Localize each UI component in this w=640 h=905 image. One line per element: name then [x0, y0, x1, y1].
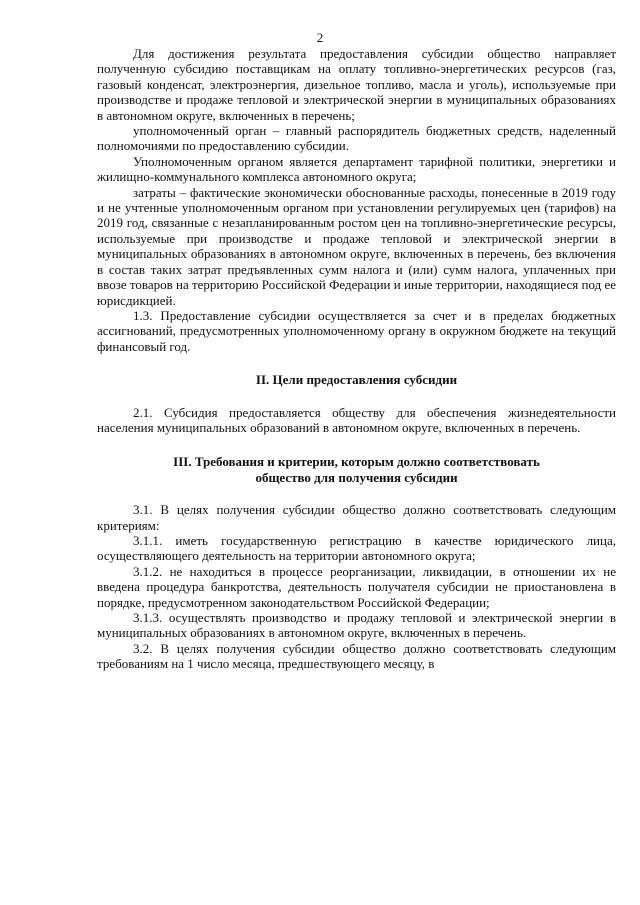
document-body — [97, 46, 616, 672]
paragraph-3-1-2: 3.1.2. не находиться в процессе реорганизации, ликвидации, в отношении их не введена процедура банкротства, деятельность получателя субсидии не приостановлена в порядке, предусмотренном законодательством Российской Федерации; — [97, 563, 616, 610]
section-3-heading — [97, 454, 616, 485]
paragraph-costs-definition: затраты – фактические экономически обоснованные расходы, понесенные в 2019 году и не учтенные уполномоченным органом при установлении регулируемых цен (тарифов) на 2019 год, связанные с незапланированным ростом цен на топливно-энергетические ресурсы, используемые при производстве и продаже тепловой и электрической энергии в муниципальных образованиях в автономном округе, включенных в перечень, без включения в состав таких затрат предъявленных сумм налога и (или) сумм налога, уплаченных при ввозе товаров на территорию Российской Федерации и иные территории, находящиеся под ее юрисдикцией. — [97, 184, 616, 308]
paragraph-3-2: 3.2. В целях получения субсидии общество должно соответствовать следующим требованиям на 1 число месяца, предшествующего месяцу, в — [97, 640, 616, 672]
paragraph-3-1-3: 3.1.3. осуществлять производство и продажу тепловой и электрической энергии в муниципальных образованиях в автономном округе, включенных в перечень. — [97, 610, 616, 641]
section-3-heading-line2: общество для получения субсидии — [255, 469, 458, 485]
paragraph-subsidy-result: Для достижения результата предоставления субсидии общество направляет полученную субсидию поставщикам на оплату топливно-энергетических ресурсов (газ, газовый конденсат, электроэнергия, дизельное топливо, масла и уголь), используемые при производстве и продаже тепловой и электрической энергии в муниципальных образованиях в автономном округе, включенных в перечень; — [97, 46, 616, 123]
section-2-heading: II. Цели предоставления субсидии — [255, 372, 458, 388]
paragraph-authorized-body-definition: уполномоченный орган – главный распорядитель бюджетных средств, наделенный полномочиями по предоставлению субсидии. — [97, 123, 616, 154]
paragraph-3-1: 3.1. В целях получения субсидии общество должно соответствовать следующим критериям: — [97, 502, 616, 533]
paragraph-2-1: 2.1. Субсидия предоставляется обществу для обеспечения жизнедеятельности населения муниципальных образований в автономном округе, включенных в перечень. — [97, 404, 616, 435]
paragraph-1-3: 1.3. Предоставление субсидии осуществляется за счет и в пределах бюджетных ассигнований, предусмотренных уполномоченному органу в окружном бюджете на текущий финансовый год. — [97, 307, 616, 354]
page-number: 2 — [316, 30, 324, 45]
paragraph-authorized-body-department: Уполномоченным органом является департамент тарифной политики, энергетики и жилищно-коммунального комплекса автономного округа; — [97, 153, 616, 185]
section-3-heading-line1: III. Требования и критерии, которым должно соответствовать — [173, 454, 540, 470]
paragraph-3-1-1: 3.1.1. иметь государственную регистрацию в качестве юридического лица, осуществляющего деятельность на территории автономного округа; — [97, 532, 616, 564]
